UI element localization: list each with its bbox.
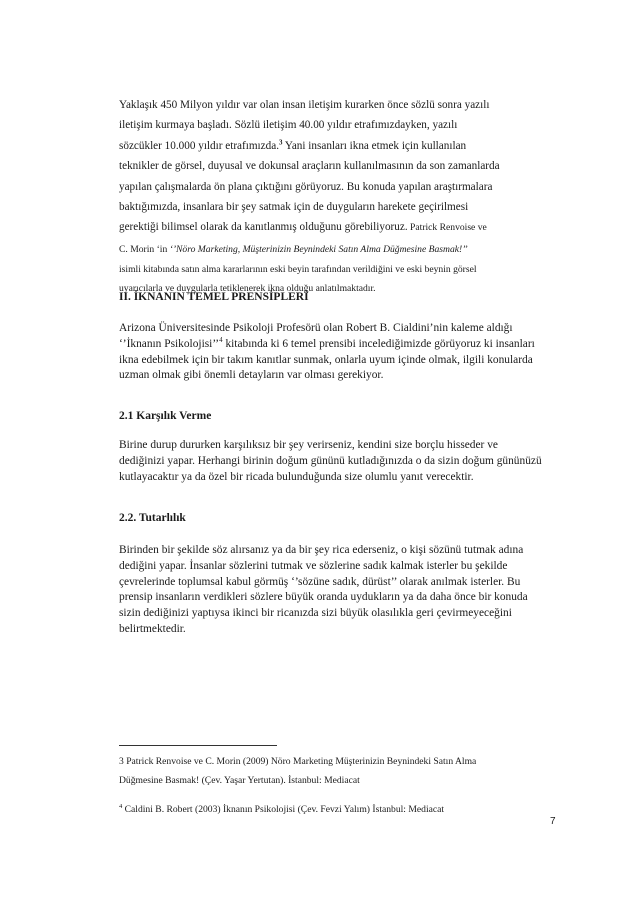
text-line: Yaklaşık 450 Milyon yıldır var olan insan iletişim kurarken önce sözlü sonra yazılı — [119, 99, 490, 111]
footnote-line: Düğmesine Basmak! (Çev. Yaşar Yertutan). İstanbul: Mediacat — [119, 775, 360, 786]
footnote-number: 4 — [119, 802, 123, 810]
subsection-paragraph: Birine durup dururken karşılıksız bir şey verirseniz, kendini size borçlu hisseder ve dediğinizi yapar. Herhangi birinin doğum gününü kutladığınızda o da sizin doğum gününüzü kutlayacaktır ya da özel bir ricada bulunduğunda size olumlu yanıt verecektir. — [119, 439, 542, 483]
text-span: gerektiği bilimsel olarak da kanıtlanmış olduğunu görebiliyoruz. — [119, 221, 408, 234]
footnote-ref: 3 — [279, 138, 283, 147]
text-line: yapılan çalışmalarda ön plana çıktığını görüyoruz. Bu konuda yapılan araştırmalara — [119, 180, 493, 193]
text-line: iletişim kurmaya başladı. Sözlü iletişim 40.00 yıldır etrafımızdayken, yazılı — [119, 119, 458, 132]
footnote — [119, 800, 559, 819]
text-line: uyarıcılarla ve duygularla tetiklenerek ikna olduğu anlatılmaktadır. — [119, 283, 376, 295]
footnote — [119, 752, 559, 790]
footnote-ref: 4 — [219, 336, 223, 344]
page-number: 7 — [550, 816, 556, 827]
text-span: Patrick Renvoise ve — [407, 222, 487, 234]
text-line: teknikler de görsel, duyusal ve dokunsal araçların kullanılmasının da son zamanlarda — [119, 160, 500, 173]
text-line: isimli kitabında satın alma kararlarının eski beyin tarafından verildiğini ve eski beynin görsel — [119, 264, 477, 276]
text-span: kitabında ki 6 temel prensibi incelediğimizde görüyoruz ki insanları ikna edebilmek için bir takım kanıtlar sunmak, onlarla uyum içinde olmak, ilgili konularda uzman olmak gibi önemli detayların var olması gerekiyor. — [119, 337, 535, 382]
text-line — [119, 239, 544, 260]
text-line — [119, 136, 544, 156]
footnote-line — [119, 800, 559, 819]
subsection-heading: 2.2. Tutarlılık — [119, 512, 186, 524]
section-paragraph — [119, 321, 544, 384]
text-span: Caldini B. Robert (2003) İknanın Psikolojisi (Çev. Fevzi Yalım) İstanbul: Mediacat — [122, 804, 445, 815]
text-span: C. Morin ‘in — [119, 243, 168, 255]
footnote-divider — [119, 745, 277, 746]
text-span: Yani insanları ikna etmek için kullanılan — [282, 139, 467, 152]
text-line — [119, 217, 544, 238]
text-line: baktığımızda, insanlara bir şey satmak için de duyguların harekete geçirilmesi — [119, 201, 469, 214]
text-span: Patrick Renvoise ve C. Morin (2009) Nöro Marketing Müşterinizin Beynindeki Satın Alma — [123, 756, 477, 767]
section-heading: II. İKNANIN TEMEL PRENSİPLERİ — [119, 291, 309, 303]
footnote-number: 3 — [119, 756, 124, 767]
subsection-paragraph: Birinden bir şekilde söz alırsanız ya da bir şey rica ederseniz, o kişi sözünü tutmak adına dediğini yapar. İnsanlar sözlerini tutmak ve sözlerine sadık kalmak isterler bu şekilde çevrelerinde toplumsal kabul görmüş ‘’sözüne sadık, dürüst’’ olarak anılmak isterler. Bu prensip insanların verdikleri sözlere büyük oranda uydukların ya da daha önce bir konuda sizin dediğinizi yaptıysa ikinci bir ricanızda sizi büyük olasılıkla geri çevirmeyeceğini belirtmektedir. — [119, 544, 528, 635]
text-span: Arizona Üniversitesinde Psikoloji Profesörü olan Robert B. Cialdini’nin kaleme aldığı ‘’İknanın Psikolojisi’’ — [119, 322, 513, 350]
intro-paragraph — [119, 95, 544, 298]
footnote-line — [119, 752, 559, 771]
book-title: ‘’Nöro Marketing, Müşterinizin Beynindeki Satın Alma Düğmesine Basmak!’’ — [167, 243, 468, 255]
subsection-heading: 2.1 Karşılık Verme — [119, 410, 212, 422]
text-span: sözcükler 10.000 yıldır etrafımızda. — [119, 139, 279, 152]
